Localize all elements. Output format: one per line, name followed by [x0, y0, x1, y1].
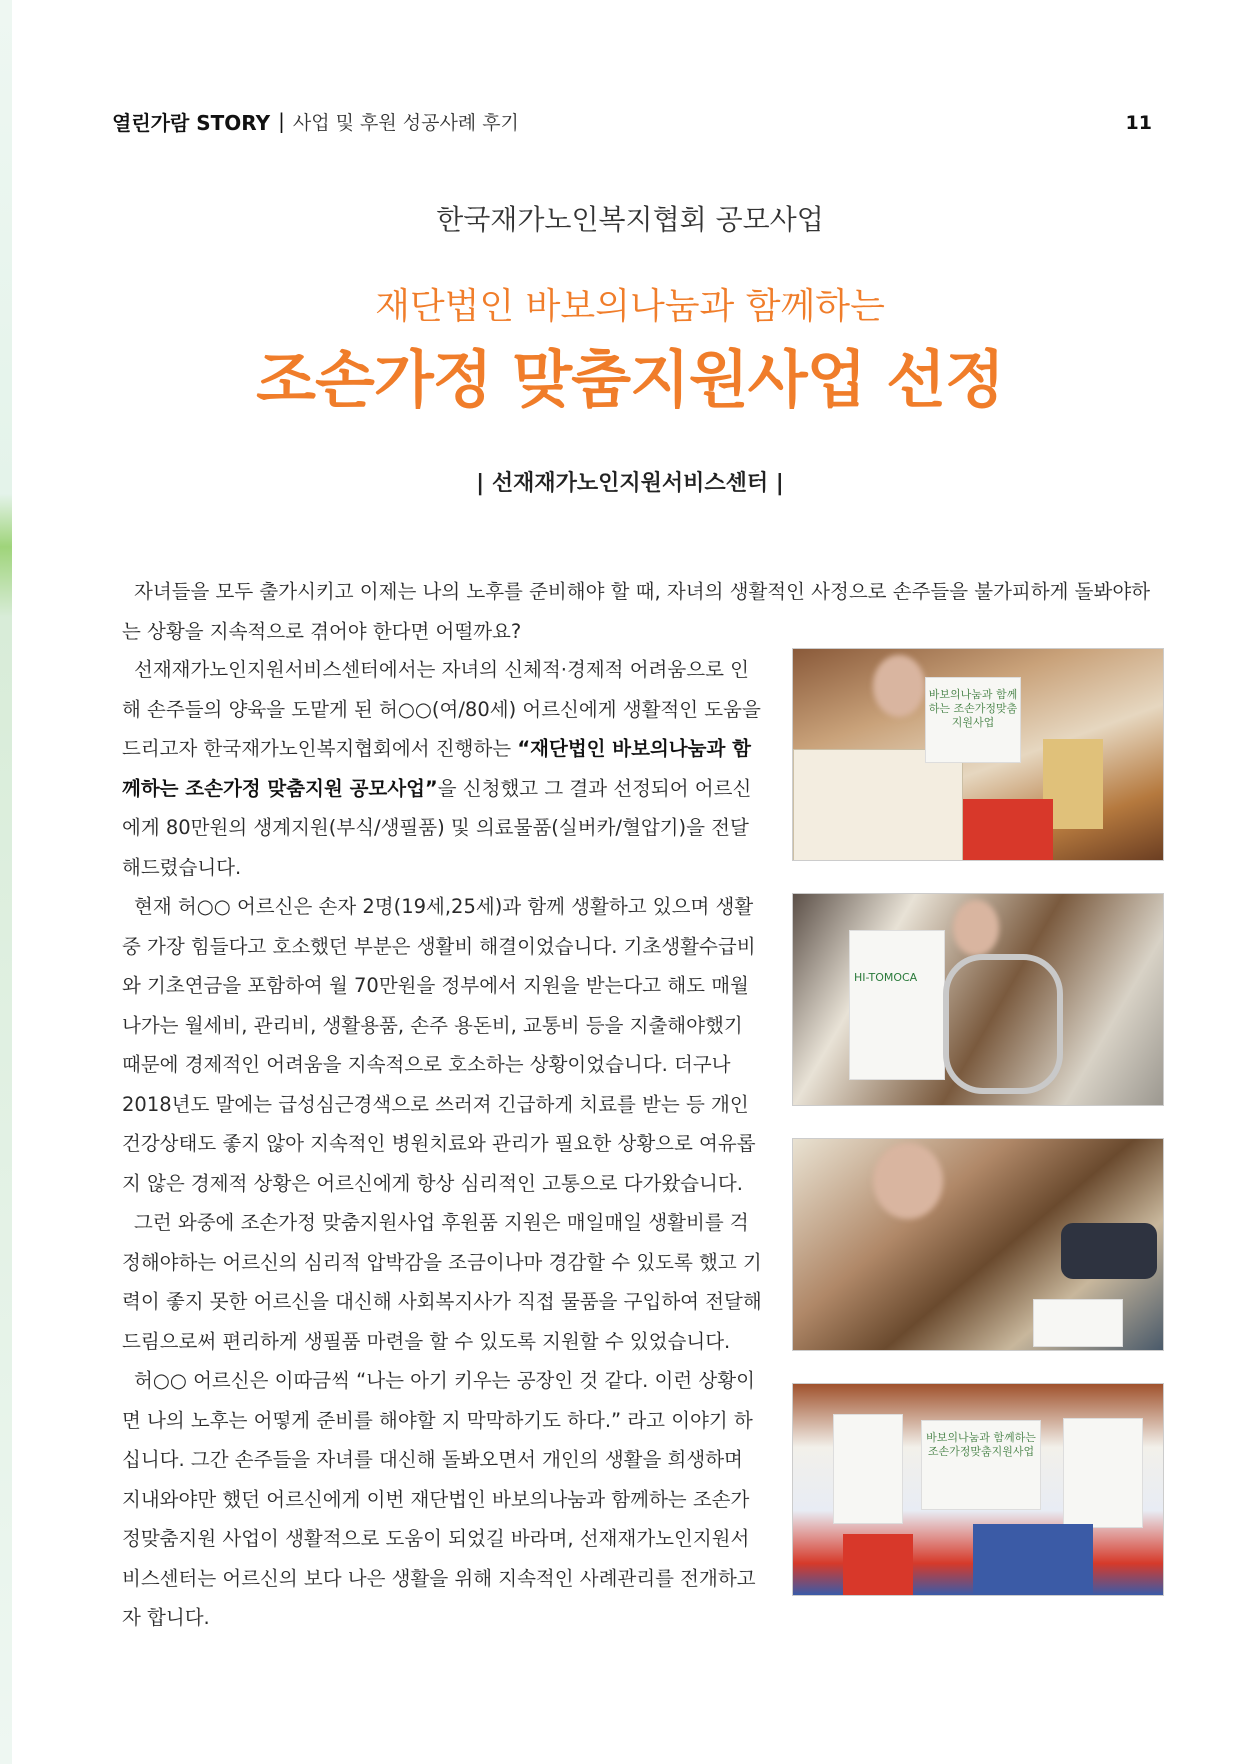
magazine-brand: 열린가람 STORY	[112, 110, 271, 135]
paragraph-4: 허○○ 어르신은 이따금씩 “나는 아기 키우는 공장인 것 같다. 이런 상황이면 나의 노후는 어떻게 준비를 해야할 지 막막하기도 하다.” 라고 이야기 하십니다. 그간 손주들을 자녀를 대신해 돌봐오면서 개인의 생활을 희생하며 지내와야만 했던 어르신에게 이번 재단법인 바보의나눔과 함께하는 조손가정맞춤지원 사업이 생활적으로 도움이 되었길 바라며, 선재재가노인지원서비스센터는 어르신의 보다 나은 생활을 위해 지속적인 사례관리를 전개하고자 합니다.	[122, 1369, 756, 1629]
highlight-project-name: “재단법인 바보의나눔과 함께하는 조손가정 맞춤지원 공모사업”	[122, 737, 751, 800]
article-title-line2: 조손가정 맞춤지원사업 선정	[256, 343, 1004, 416]
tissue-pack	[833, 1414, 903, 1524]
photo-silver-car	[792, 893, 1164, 1106]
blurred-face	[873, 655, 925, 717]
article-subtitle: 한국재가노인복지협회 공모사업	[436, 203, 824, 236]
photo-daily-supplies	[792, 1383, 1164, 1596]
article-intro: 자녀들을 모두 출가시키고 이제는 나의 노후를 준비해야 할 때, 자녀의 생활적인 사정으로 손주들을 불가피하게 돌봐야하는 상황을 지속적으로 겪어야 한다면 어떨까요?	[122, 580, 1150, 643]
section-name: 사업 및 후원 성공사례 후기	[292, 111, 519, 134]
detergent-boxes	[973, 1524, 1093, 1596]
article-body	[122, 650, 762, 1630]
tissue-pack	[1063, 1418, 1143, 1528]
header-separator: |	[278, 109, 285, 133]
grocery-items	[963, 799, 1053, 861]
bp-monitor-case	[1061, 1223, 1157, 1279]
page-number: 11	[1125, 112, 1152, 134]
bp-monitor	[1033, 1299, 1123, 1347]
walker-box: HI-TOMOCA	[849, 930, 945, 1080]
article-title-line1: 재단법인 바보의나눔과 함께하는	[375, 286, 885, 327]
detergent-bottle	[843, 1534, 913, 1596]
running-header	[112, 104, 1152, 138]
support-sign: 바보의나눔과 함께하는 조손가정맞춤지원사업	[921, 1420, 1041, 1510]
photo-groceries-delivery	[792, 648, 1164, 861]
blurred-face	[953, 900, 999, 956]
page-edge-band	[0, 0, 12, 1764]
photo-blood-pressure	[792, 1138, 1164, 1351]
silver-car-walker	[943, 954, 1063, 1094]
blurred-face	[873, 1143, 943, 1219]
paragraph-2: 현재 허○○ 어르신은 손자 2명(19세,25세)과 함께 생활하고 있으며 생활 중 가장 힘들다고 호소했던 부분은 생활비 해결이었습니다. 기초생활수급비와 기초연금을 포함하여 월 70만원을 정부에서 지원을 받는다고 해도 매월 나가는 월세비, 관리비, 생활용품, 손주 용돈비, 교통비 등을 지출해야했기 때문에 경제적인 어려움을 지속적으로 호소하는 상황이었습니다. 더구나 2018년도 말에는 급성심근경색으로 쓰러져 긴급하게 치료를 받는 등 개인 건강상태도 좋지 않아 지속적인 병원치료와 관리가 필요한 상황으로 여유롭지 않은 경제적 상황은 어르신에게 항상 심리적인 고통으로 다가왔습니다.	[122, 895, 756, 1195]
egg-box	[793, 749, 963, 861]
paragraph-1: 선재재가노인지원서비스센터에서는 자녀의 신체적·경제적 어려움으로 인해 손주들의 양육을 도맡게 된 허○○(여/80세) 어르신에게 생활적인 도움을 드리고자 한국재가노인복지협회에서 진행하는 “재단법인 바보의나눔과 함께하는 조손가정 맞춤지원 공모사업”을 신청했고 그 결과 선정되어 어르신에게 80만원의 생계지원(부식/생필품) 및 의료물품(실버카/혈압기)을 전달해드렸습니다.	[122, 658, 761, 879]
support-sign: 바보의나눔과 함께하는 조손가정맞춤지원사업	[925, 677, 1021, 763]
article-author: | 선재재가노인지원서비스센터 |	[476, 471, 784, 496]
paragraph-3: 그런 와중에 조손가정 맞춤지원사업 후원품 지원은 매일매일 생활비를 걱정해야하는 어르신의 심리적 압박감을 조금이나마 경감할 수 있도록 했고 기력이 좋지 못한 어르신을 대신해 사회복지사가 직접 물품을 구입하여 전달해드림으로써 편리하게 생필품 마련을 할 수 있도록 지원할 수 있었습니다.	[122, 1211, 762, 1353]
